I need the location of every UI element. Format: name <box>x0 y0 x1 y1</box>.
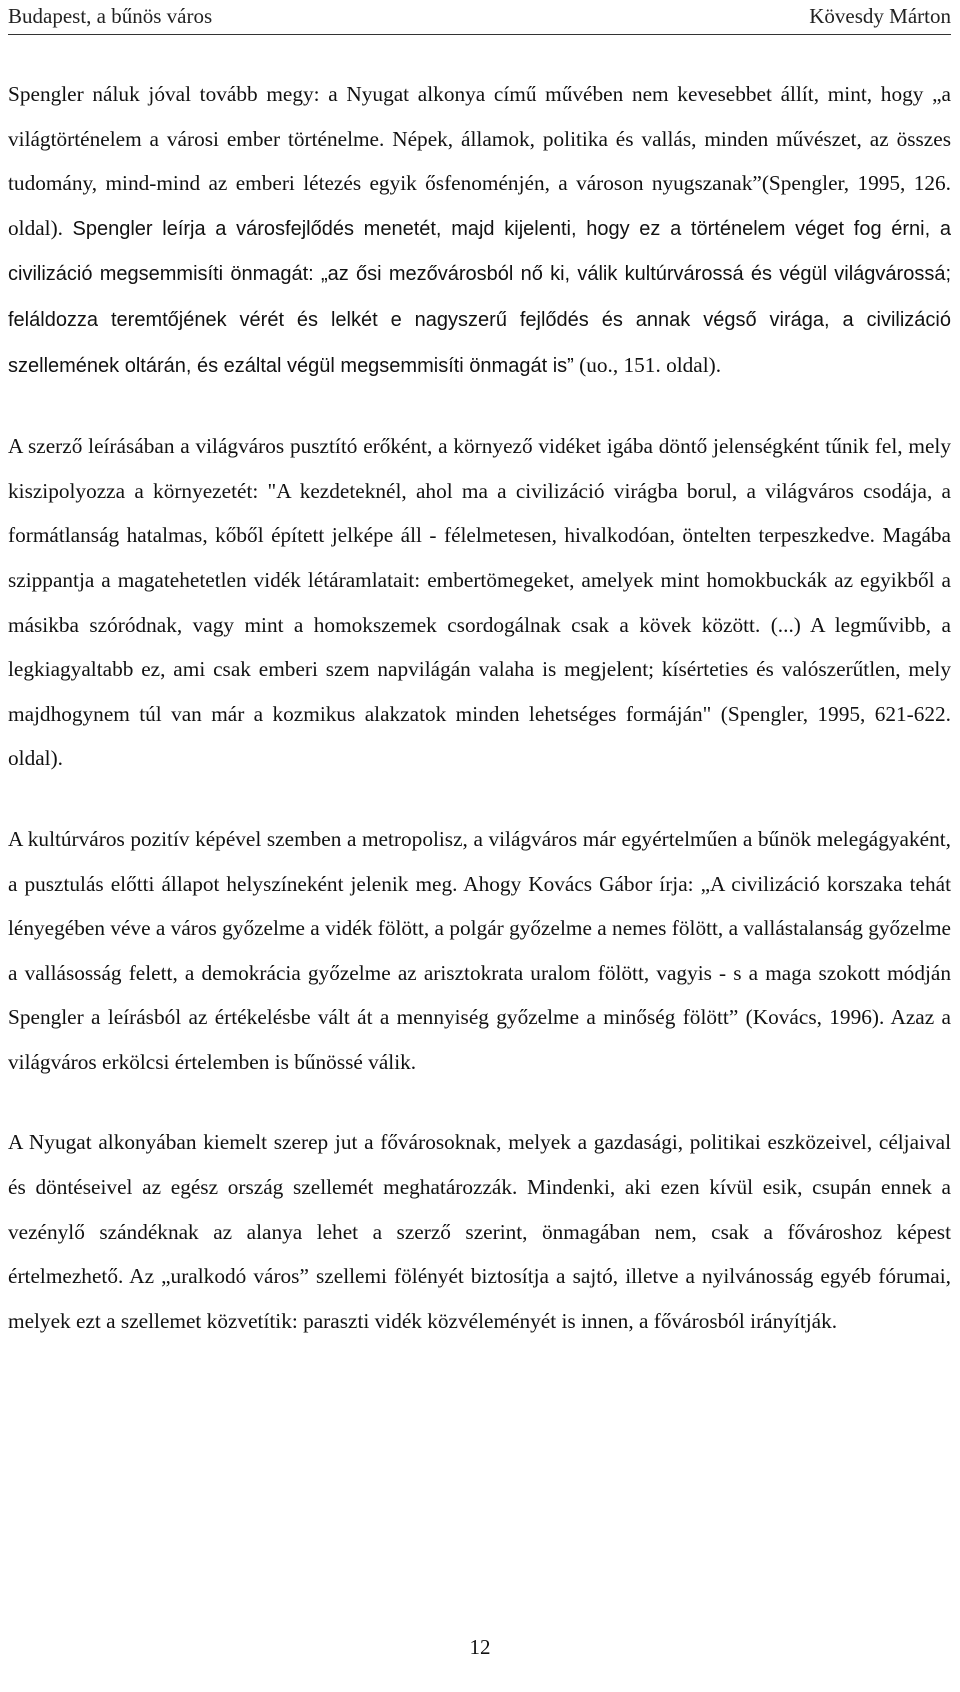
paragraph-3 <box>8 817 951 1085</box>
running-header <box>8 2 951 30</box>
header-rule <box>8 34 951 35</box>
paragraph-4-text: A Nyugat alkonyában kiemelt szerep jut a fővárosoknak, melyek a gazdasági, politikai eszközeivel, céljaival és döntéseivel az egész ország szellemét meghatározzák. Mindenki, aki ezen kívül esik, csupán ennek a vezénylő szándéknak az alanya lehet a szerző szerint, önmagában nem, csak a fővároshoz képest értelmezhető. Az „uralkodó város” szellemi fölényét biztosítja a sajtó, illetve a nyilvánosság egyéb fórumai, melyek ezt a szellemet közvetítik: paraszti vidék közvéleményét is innen, a fővárosból irányítják. <box>8 1130 951 1333</box>
paragraph-3-text: A kultúrváros pozitív képével szemben a metropolisz, a világváros már egyértelműen a bűnök melegágyaként, a pusztulás előtti állapot helyszíneként jelenik meg. Ahogy Kovács Gábor írja: „A civilizáció korszaka tehát lényegében véve a város győzelme a vidék fölött, a polgár győzelme a nemes fölött, a vallástalanság győzelme a vallásosság felett, a demokrácia győzelme az arisztokrata uralom fölött, vagyis - s a maga szokott módján Spengler a leírásból az értékelésbe vált át a mennyiség győzelme a minőség fölött” (Kovács, 1996). Azaz a világváros erkölcsi értelemben is bűnössé válik. <box>8 826 951 1074</box>
page-number: 12 <box>469 1635 491 1659</box>
body-text <box>8 72 951 1379</box>
paragraph-2-text: A szerző leírásában a világváros pusztító erőként, a környező vidéket igába döntő jelenségként tűnik fel, mely kiszipolyozza a környezetét: "A kezdeteknél, ahol ma a civilizáció virágba borul, a világváros csodája, a formátlanság hatalmas, kőből épített jelképe áll - félelmetesen, hivalkodóan, öntelten terpeszkedve. Magába szippantja a magatehetetlen vidék létáramlatait: embertömegeket, amelyek mint homokbuckák az egyikből a másikba szóródnak, vagy mint a homokszemek csordogálnak csak a kövek között. (...) A legművibb, a legkiagyaltabb ez, ami csak emberi szem napvilágán valaha is megjelent; kísérteties és valószerűtlen, mely majdhogynem túl van már a kozmikus alakzatok minden lehetséges formáján" (Spengler, 1995, 621-622. oldal). <box>8 434 951 771</box>
paragraph-1-citation: (uo., 151. oldal). <box>573 352 722 377</box>
paragraph-2 <box>8 424 951 781</box>
paragraph-1 <box>8 72 951 388</box>
paragraph-1-quote-continuation: Spengler leírja a városfejlődés menetét, majd kijelenti, hogy ez a történelem véget fog érni, a civilizáció megsemmisíti önmagát: „az ősi mezővárosból nő ki, válik kultúrvárossá és végül világvárossá; feláldozza teremtőjének vérét és lelkét e nagyszerű fejlődés és annak végső virága, a civilizáció szellemének oltárán, és ezáltal végül megsemmisíti önmagát is” <box>8 217 951 377</box>
paragraph-1-quote-intro: Spengler náluk jóval tovább megy: a Nyugat alkonya című művében nem kevesebbet állít, mint, hogy „a világtörténelem a városi ember történelme. Népek, államok, politika és vallás, minden művészet, az összes tudomány, mind-mind az emberi létezés egyik ősfenoménjén, a városon nyugszanak”(Spengler, 1995, 126. oldal). <box>8 82 951 240</box>
paragraph-4 <box>8 1120 951 1343</box>
header-title: Budapest, a bűnös város <box>8 4 213 28</box>
header-author: Kövesdy Márton <box>809 4 951 28</box>
